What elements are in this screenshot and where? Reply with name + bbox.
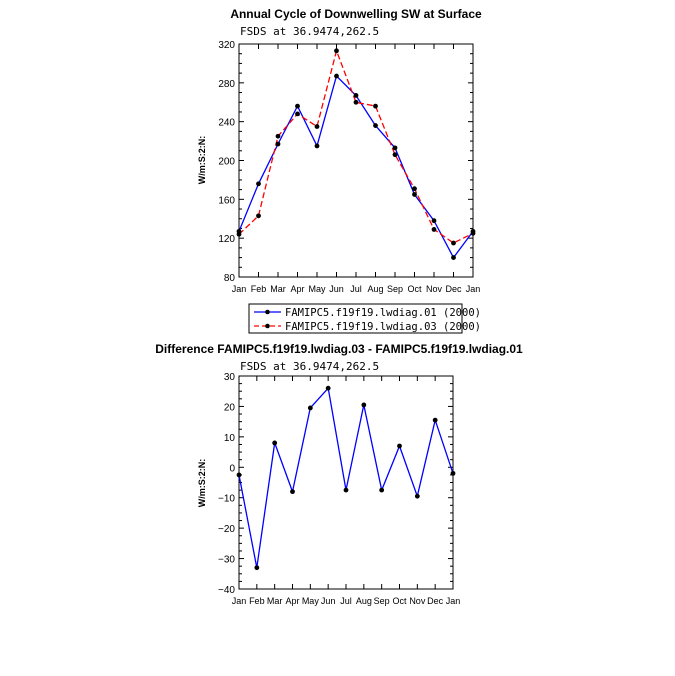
x-tick-label: Oct [407, 284, 422, 294]
data-point [256, 213, 261, 218]
x-tick-label: Jan [231, 284, 247, 294]
y-tick-label: −30 [218, 554, 235, 566]
chart-subtitle: FSDS at 36.9474,262.5 [240, 25, 380, 38]
data-point [315, 144, 320, 149]
y-tick-label: −20 [218, 524, 235, 536]
x-tick-label: Apr [290, 284, 305, 294]
data-point [412, 192, 417, 197]
data-point [393, 145, 398, 150]
x-tick-label: Jan [231, 596, 247, 606]
chart-title: Difference FAMIPC5.f19f19.lwdiag.03 - FAMIPC5.f19f19.lwdiag.01 [155, 342, 523, 356]
data-point [276, 142, 281, 147]
data-point [295, 112, 300, 117]
data-point [315, 124, 320, 129]
data-point [276, 134, 281, 139]
data-point [373, 104, 378, 109]
y-tick-label: 120 [218, 234, 235, 246]
y-tick-label: 0 [229, 463, 235, 475]
y-tick-label: 160 [218, 195, 235, 207]
y-tick-label: 10 [223, 432, 235, 444]
data-point [379, 488, 384, 493]
chart-title: Annual Cycle of Downwelling SW at Surface [230, 7, 482, 21]
y-tick-label: −40 [218, 585, 235, 596]
data-point [326, 386, 331, 391]
legend-marker-series-1 [265, 310, 270, 315]
data-point [432, 227, 437, 232]
legend-label-series-1: FAMIPC5.f19f19.lwdiag.01 (2000) [285, 307, 481, 319]
plot-area [218, 40, 480, 294]
x-tick-label: Mar [266, 596, 283, 606]
x-tick-label: Jun [329, 284, 344, 294]
y-tick-label: 200 [218, 156, 235, 168]
x-tick-label: Jul [350, 284, 362, 294]
data-point [295, 104, 300, 109]
legend-marker-series-2 [265, 324, 270, 329]
data-point [237, 232, 242, 237]
data-point [415, 494, 420, 499]
x-tick-label: Jul [340, 596, 352, 606]
x-tick-label: Oct [392, 596, 407, 606]
y-axis-label: W/m:S:2:N: [197, 135, 207, 185]
x-tick-label: Aug [367, 284, 384, 294]
annual-cycle-panel [197, 7, 482, 333]
y-tick-label: 20 [223, 402, 235, 414]
y-tick-label: −10 [218, 493, 235, 505]
data-point [272, 441, 277, 446]
x-tick-label: Jan [445, 596, 461, 606]
y-axis-label: W/m:S:2:N: [197, 458, 207, 508]
data-point [393, 152, 398, 157]
plot-frame [239, 44, 473, 277]
x-tick-label: Jan [465, 284, 481, 294]
y-tick-label: 280 [218, 78, 235, 90]
data-point [354, 100, 359, 105]
chart-subtitle: FSDS at 36.9474,262.5 [240, 360, 380, 373]
x-tick-label: Nov [425, 284, 443, 294]
data-point [334, 74, 339, 79]
x-tick-label: Jun [320, 596, 336, 606]
data-point [290, 489, 295, 494]
y-tick-label: 30 [223, 372, 235, 383]
data-point [308, 406, 313, 411]
x-tick-label: Dec [445, 284, 462, 294]
x-tick-label: Feb [250, 284, 267, 294]
x-tick-label: Sep [373, 596, 390, 606]
data-point [397, 444, 402, 449]
data-point [471, 231, 476, 236]
y-tick-label: 320 [218, 40, 235, 51]
data-point [256, 181, 261, 186]
data-point [334, 48, 339, 53]
x-tick-label: May [301, 596, 319, 606]
x-tick-label: Nov [409, 596, 426, 606]
plot-area [218, 372, 460, 606]
x-tick-label: Dec [427, 596, 444, 606]
x-tick-label: Sep [386, 284, 404, 294]
data-point [432, 218, 437, 223]
data-point [412, 186, 417, 191]
legend [249, 304, 481, 333]
data-point [373, 123, 378, 128]
y-tick-label: 240 [218, 117, 235, 129]
data-point [451, 471, 456, 476]
series-line-1 [239, 388, 453, 568]
legend-label-series-2: FAMIPC5.f19f19.lwdiag.03 (2000) [285, 321, 481, 333]
x-tick-label: Mar [270, 284, 286, 294]
data-point [433, 418, 438, 423]
y-tick-label: 80 [223, 273, 235, 284]
x-tick-label: Apr [285, 596, 300, 606]
data-point [451, 255, 456, 260]
data-point [344, 488, 349, 493]
difference-panel [155, 342, 523, 606]
x-tick-label: Aug [355, 596, 372, 606]
x-tick-label: Feb [249, 596, 265, 606]
x-tick-label: May [308, 284, 326, 294]
data-point [254, 565, 259, 570]
data-point [237, 472, 242, 477]
series-line-2 [239, 51, 473, 243]
data-point [361, 403, 366, 408]
data-point [354, 93, 359, 98]
data-point [451, 241, 456, 246]
